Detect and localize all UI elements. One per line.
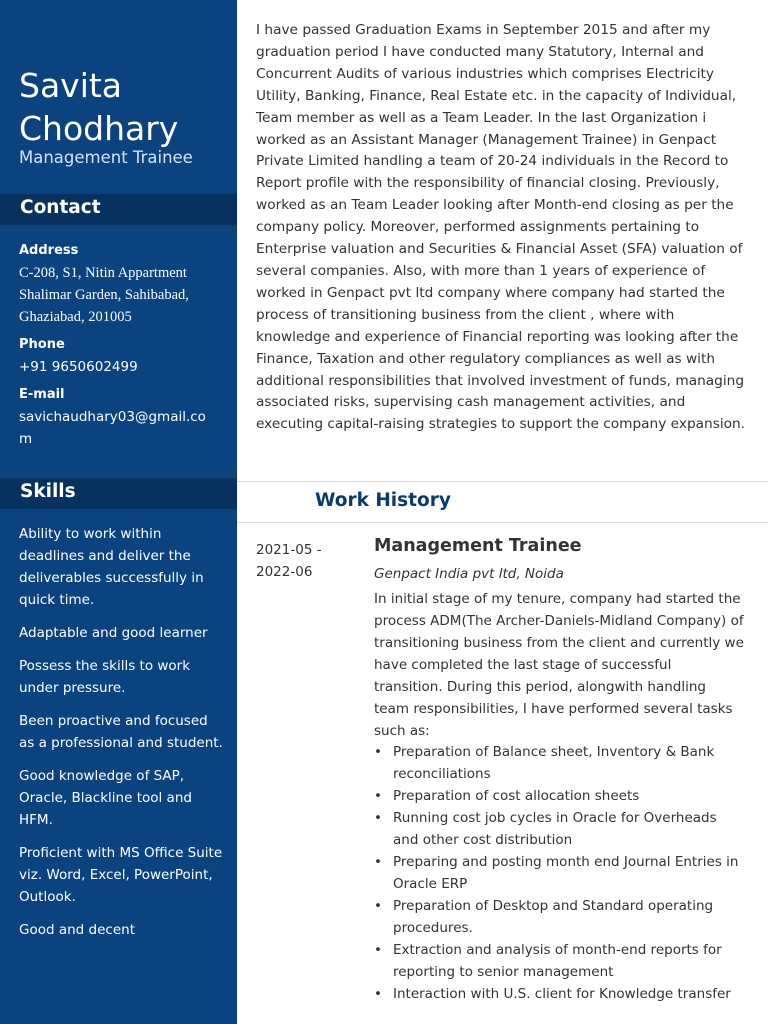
duty-text: Preparing and posting month end Journal Entries in Oracle ERP [393,854,739,892]
divider-top [237,481,768,482]
duty-item [374,939,746,983]
skill-item: Good knowledge of SAP, Oracle, Blackline tool and HFM. [19,768,192,828]
sidebar [0,0,237,1024]
job-title: Management Trainee [374,536,582,556]
skill-item: Possess the skills to work under pressure. [19,658,191,696]
duty-item [374,983,746,1005]
duty-item [374,895,746,939]
job-date-end: 2022-06 [256,564,313,580]
bullet-icon: • [374,898,382,914]
job-date-start: 2021-05 - [256,542,322,558]
duty-text: Extraction and analysis of month-end reports for reporting to senior management [393,942,722,980]
divider-bottom [237,522,768,523]
skill-item: Proficient with MS Office Suite viz. Word, Excel, PowerPoint, Outlook. [19,845,223,905]
skills-heading: Skills [20,481,76,502]
bullet-icon: • [374,942,382,958]
skills-list [19,523,224,952]
duty-item [374,807,746,851]
skill-item: Good and decent [19,922,135,938]
duty-item [374,785,746,807]
bullet-icon: • [374,986,382,1002]
skill-item: Been proactive and focused as a professional and student. [19,713,223,751]
work-history-heading: Work History [315,490,451,511]
bullet-icon: • [374,854,382,870]
last-name: Chodhary [19,109,179,148]
duty-text: Interaction with U.S. client for Knowledge transfer [393,986,731,1002]
skill-item: Ability to work within deadlines and deliver the deliverables successfully in quick time. [19,526,204,608]
job-dates [256,539,356,583]
skill-item: Adaptable and good learner [19,625,208,641]
job-description: In initial stage of my tenure, company had started the process ADM(The Archer-Daniels-Midland Company) of transitioning business from the client and currently we have completed the last stage of successful transition. During this period, alongwith handling team responsibilities, I have performed several tasks such as: [374,591,744,739]
address-line-1: C-208, S1, Nitin Appartment [19,265,187,281]
bullet-icon: • [374,744,382,760]
contact-heading: Contact [20,197,101,218]
phone-value: +91 9650602499 [19,359,138,375]
candidate-role: Management Trainee [19,148,193,167]
duty-text: Running cost job cycles in Oracle for Overheads and other cost distribution [393,810,717,848]
address-label: Address [19,243,79,258]
email-label: E-mail [19,387,65,402]
first-name: Savita [19,66,123,105]
candidate-name [19,64,178,150]
address-line-3: Ghaziabad, 201005 [19,309,132,325]
contact-heading-bar [0,194,237,225]
email-value: savichaudhary03@gmail.com [19,409,206,447]
bullet-icon: • [374,788,382,804]
duty-item [374,851,746,895]
duty-text: Preparation of Desktop and Standard operating procedures. [393,898,714,936]
phone-label: Phone [19,337,65,352]
professional-summary: I have passed Graduation Exams in September 2015 and after my graduation period I have conducted many Statutory, Internal and Concurrent Audits of various industries which comprises Electricity Utility, Banking, Finance, Real Estate etc. in the capacity of Individual, Team member as well as a Team Leader. In the last Organization i worked as an Assistant Manager (Management Trainee) in Genpact Private Limited handling a team of 20-24 individuals in the Record to Report profile with the responsibility of financial closing. Previously, worked as an Team Leader looking after Month-end closing as per the company policy. Moreover, performed assignments pertaining to Enterprise valuation and Securities & Financial Asset (SFA) valuation of several companies. Also, with more than 1 years of experience of worked in Genpact pvt ltd company where company had started the process of transitioning business from the client , where with knowledge and experience of Financial reporting was looking after the Finance, Taxation and other regulatory compliances as well as with additional responsibilities that involved investment of funds, managing associated risks, supervising cash management activities, and executing capital-raising strategies to support the company expansion. [256,22,746,433]
duty-text: Preparation of cost allocation sheets [393,788,640,804]
bullet-icon: • [374,810,382,826]
duty-text: Preparation of Balance sheet, Inventory & Bank reconciliations [393,744,715,782]
address-line-2: Shalimar Garden, Sahibabad, [19,287,189,303]
duty-item [374,741,746,785]
job-duties-list [374,741,746,1005]
skills-heading-bar [0,478,237,509]
job-company: Genpact India pvt ltd, Noida [374,566,564,582]
